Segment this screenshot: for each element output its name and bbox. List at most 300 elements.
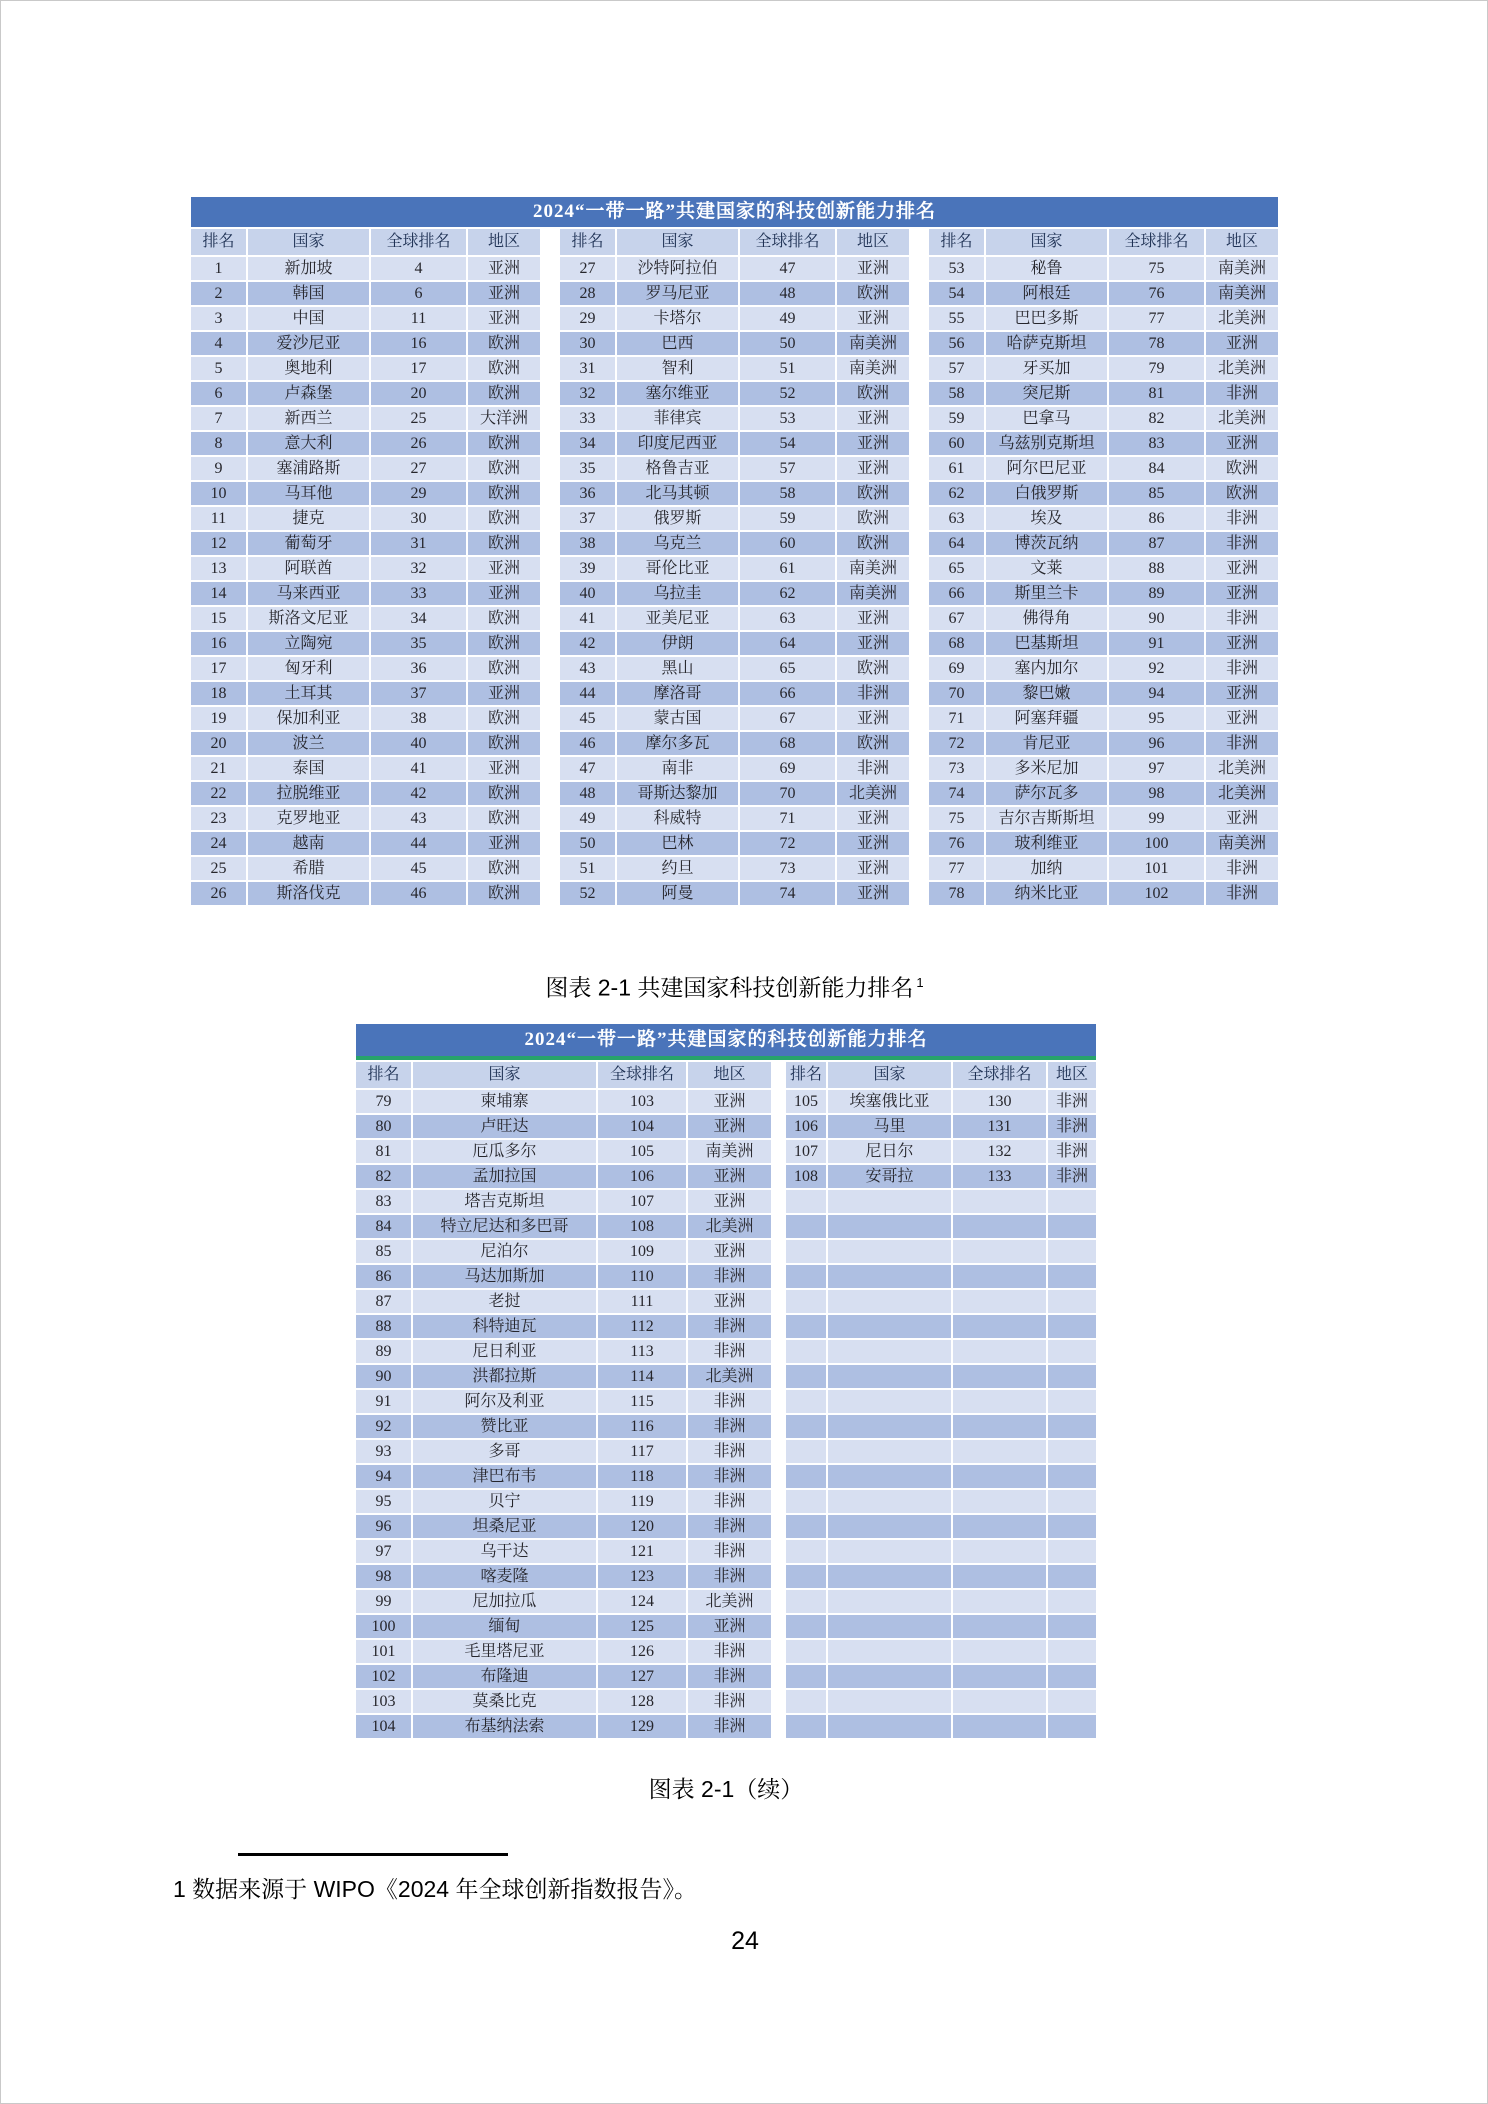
table-cell: 89	[356, 1340, 411, 1363]
table-cell	[953, 1190, 1046, 1213]
table-cell	[786, 1365, 826, 1388]
table-cell: 85	[1109, 482, 1204, 505]
table-cell: 105	[786, 1090, 826, 1113]
table-cell	[1048, 1190, 1096, 1213]
table-cell: 智利	[617, 357, 738, 380]
table-cell: 125	[598, 1615, 686, 1638]
table-cell: 78	[1109, 332, 1204, 355]
table-cell: 121	[598, 1540, 686, 1563]
table-cell: 129	[598, 1715, 686, 1738]
table-cell	[953, 1365, 1046, 1388]
table-cell: 36	[560, 482, 615, 505]
table-cell: 亚洲	[837, 407, 909, 430]
table-cell: 欧洲	[837, 282, 909, 305]
table-cell: 95	[356, 1490, 411, 1513]
table-cell: 68	[740, 732, 835, 755]
table-cell: 54	[929, 282, 984, 305]
ranking-table-1	[191, 197, 1278, 905]
table-cell: 81	[1109, 382, 1204, 405]
table-cell: 105	[598, 1140, 686, 1163]
table-cell: 69	[740, 757, 835, 780]
table-cell: 92	[356, 1415, 411, 1438]
table-cell: 52	[560, 882, 615, 905]
table-cell: 欧洲	[1206, 482, 1278, 505]
table-cell: 103	[598, 1090, 686, 1113]
table-cell: 65	[929, 557, 984, 580]
table-cell: 88	[1109, 557, 1204, 580]
table-cell: 2	[191, 282, 246, 305]
table-cell: 北马其顿	[617, 482, 738, 505]
table-cell: 非洲	[1206, 507, 1278, 530]
table-cell	[953, 1215, 1046, 1238]
table1-caption-text: 图表 2-1 共建国家科技创新能力排名	[545, 974, 914, 1001]
table-cell: 99	[356, 1590, 411, 1613]
footnote-marker: 1	[916, 975, 924, 990]
table-cell: 土耳其	[248, 682, 369, 705]
table-cell: 斯洛伐克	[248, 882, 369, 905]
table-cell: 107	[598, 1190, 686, 1213]
table-cell	[1048, 1340, 1096, 1363]
table-cell	[786, 1265, 826, 1288]
table-cell: 3	[191, 307, 246, 330]
table-cell: 97	[1109, 757, 1204, 780]
table-cell: 亚洲	[688, 1290, 771, 1313]
table-cell	[953, 1315, 1046, 1338]
table-cell: 卢森堡	[248, 382, 369, 405]
table-cell: 斯洛文尼亚	[248, 607, 369, 630]
table-cell: 罗马尼亚	[617, 282, 738, 305]
table-cell: 109	[598, 1240, 686, 1263]
table-cell: 爱沙尼亚	[248, 332, 369, 355]
table-cell: 133	[953, 1165, 1046, 1188]
column-header: 排名	[356, 1062, 411, 1088]
table-cell: 15	[191, 607, 246, 630]
table-cell: 新加坡	[248, 257, 369, 280]
table-cell: 非洲	[837, 757, 909, 780]
column-header: 国家	[986, 229, 1107, 255]
table-cell: 45	[371, 857, 466, 880]
table-cell	[1048, 1465, 1096, 1488]
table-cell: 67	[740, 707, 835, 730]
table-cell: 科特迪瓦	[413, 1315, 596, 1338]
table-cell: 亚洲	[837, 457, 909, 480]
table-cell	[1048, 1615, 1096, 1638]
table-cell: 81	[356, 1140, 411, 1163]
table-cell: 48	[560, 782, 615, 805]
table-cell	[1048, 1665, 1096, 1688]
table-cell: 16	[371, 332, 466, 355]
table-cell: 贝宁	[413, 1490, 596, 1513]
table-cell: 南美洲	[688, 1140, 771, 1163]
table-cell: 亚洲	[837, 807, 909, 830]
table-cell	[786, 1490, 826, 1513]
table-cell	[786, 1690, 826, 1713]
table-cell: 博茨瓦纳	[986, 532, 1107, 555]
table-cell: 亚洲	[837, 707, 909, 730]
table-cell: 101	[356, 1640, 411, 1663]
table-cell: 科威特	[617, 807, 738, 830]
table-cell: 亚洲	[688, 1240, 771, 1263]
table-cell: 约旦	[617, 857, 738, 880]
table-cell: 南美洲	[1206, 257, 1278, 280]
table-cell: 47	[740, 257, 835, 280]
table-cell	[953, 1715, 1046, 1738]
table-cell: 130	[953, 1090, 1046, 1113]
table-cell: 21	[191, 757, 246, 780]
table-cell: 57	[740, 457, 835, 480]
table1-title: 2024“一带一路”共建国家的科技创新能力排名	[191, 197, 1278, 227]
table-cell: 欧洲	[837, 657, 909, 680]
table-cell: 北美洲	[688, 1365, 771, 1388]
table-cell	[828, 1715, 951, 1738]
table-cell: 玻利维亚	[986, 832, 1107, 855]
column-header: 地区	[1206, 229, 1278, 255]
table-cell: 匈牙利	[248, 657, 369, 680]
table-cell: 44	[560, 682, 615, 705]
table-cell: 加纳	[986, 857, 1107, 880]
table-cell: 巴巴多斯	[986, 307, 1107, 330]
table-cell: 非洲	[688, 1515, 771, 1538]
page-number: 24	[731, 1927, 759, 1955]
table-cell	[953, 1265, 1046, 1288]
table-cell: 83	[356, 1190, 411, 1213]
table-cell: 非洲	[688, 1690, 771, 1713]
table2-group-1	[356, 1062, 771, 1738]
table-cell: 62	[929, 482, 984, 505]
table-cell: 欧洲	[468, 457, 540, 480]
table-cell	[828, 1315, 951, 1338]
table-cell: 葡萄牙	[248, 532, 369, 555]
table-cell: 北美洲	[837, 782, 909, 805]
table-cell: 阿尔及利亚	[413, 1390, 596, 1413]
table-cell: 107	[786, 1140, 826, 1163]
table-cell: 59	[740, 507, 835, 530]
table-cell: 牙买加	[986, 357, 1107, 380]
table-cell: 46	[560, 732, 615, 755]
table-cell: 53	[929, 257, 984, 280]
table-cell: 特立尼达和多巴哥	[413, 1215, 596, 1238]
table-cell: 乌干达	[413, 1540, 596, 1563]
table-cell: 47	[560, 757, 615, 780]
table-cell: 51	[560, 857, 615, 880]
table2-groups	[356, 1062, 1096, 1738]
table-cell	[828, 1340, 951, 1363]
table-cell	[828, 1690, 951, 1713]
table-cell: 欧洲	[1206, 457, 1278, 480]
table-cell	[786, 1440, 826, 1463]
table-cell: 亚洲	[688, 1190, 771, 1213]
table-cell: 安哥拉	[828, 1165, 951, 1188]
table-cell: 64	[929, 532, 984, 555]
table-cell: 埃塞俄比亚	[828, 1090, 951, 1113]
table-cell	[786, 1590, 826, 1613]
table-cell: 4	[191, 332, 246, 355]
table1-groups	[191, 229, 1278, 905]
table-cell: 赞比亚	[413, 1415, 596, 1438]
table-cell: 乌兹别克斯坦	[986, 432, 1107, 455]
table-cell: 亚洲	[468, 582, 540, 605]
table-cell: 8	[191, 432, 246, 455]
table-cell: 106	[598, 1165, 686, 1188]
table-cell: 非洲	[1206, 532, 1278, 555]
table-cell: 51	[740, 357, 835, 380]
column-header: 全球排名	[598, 1062, 686, 1088]
table-cell: 104	[598, 1115, 686, 1138]
table-cell: 50	[560, 832, 615, 855]
table-cell: 27	[560, 257, 615, 280]
table-cell: 72	[740, 832, 835, 855]
table-cell: 20	[191, 732, 246, 755]
table-cell: 96	[1109, 732, 1204, 755]
table-cell: 36	[371, 657, 466, 680]
table-cell	[786, 1640, 826, 1663]
table-cell: 南美洲	[1206, 832, 1278, 855]
table-cell: 非洲	[688, 1315, 771, 1338]
table-cell: 蒙古国	[617, 707, 738, 730]
table-cell: 巴基斯坦	[986, 632, 1107, 655]
table-cell: 63	[740, 607, 835, 630]
table-cell: 欧洲	[837, 532, 909, 555]
table-cell: 肯尼亚	[986, 732, 1107, 755]
table-cell: 塞内加尔	[986, 657, 1107, 680]
table-cell	[953, 1590, 1046, 1613]
table-cell	[786, 1240, 826, 1263]
table-cell: 98	[356, 1565, 411, 1588]
table-cell: 34	[371, 607, 466, 630]
table-cell: 非洲	[1206, 607, 1278, 630]
table-cell	[953, 1665, 1046, 1688]
table-cell: 128	[598, 1690, 686, 1713]
table-cell: 93	[356, 1440, 411, 1463]
table-cell: 6	[371, 282, 466, 305]
table-cell: 10	[191, 482, 246, 505]
table-cell: 46	[371, 882, 466, 905]
table-cell: 布基纳法索	[413, 1715, 596, 1738]
column-header: 排名	[786, 1062, 826, 1088]
table-cell: 尼泊尔	[413, 1240, 596, 1263]
table-cell: 120	[598, 1515, 686, 1538]
table-cell: 83	[1109, 432, 1204, 455]
table-cell: 欧洲	[468, 732, 540, 755]
table-cell	[828, 1640, 951, 1663]
table-cell: 96	[356, 1515, 411, 1538]
table-cell: 亚洲	[837, 632, 909, 655]
table-cell	[1048, 1315, 1096, 1338]
table-cell: 欧洲	[468, 532, 540, 555]
table-cell: 北美洲	[688, 1590, 771, 1613]
table-cell: 非洲	[1048, 1115, 1096, 1138]
table-cell: 23	[191, 807, 246, 830]
table-cell: 马里	[828, 1115, 951, 1138]
table-cell: 91	[356, 1390, 411, 1413]
table-cell	[786, 1190, 826, 1213]
table-cell: 75	[929, 807, 984, 830]
table-cell: 欧洲	[468, 332, 540, 355]
table-cell	[1048, 1490, 1096, 1513]
table-cell: 亚洲	[688, 1090, 771, 1113]
table-cell: 喀麦隆	[413, 1565, 596, 1588]
table-cell: 13	[191, 557, 246, 580]
table-cell: 北美洲	[688, 1215, 771, 1238]
table-cell: 61	[929, 457, 984, 480]
table-cell: 102	[1109, 882, 1204, 905]
table-cell: 49	[740, 307, 835, 330]
table-cell: 118	[598, 1465, 686, 1488]
table-cell: 亚洲	[1206, 332, 1278, 355]
table-cell	[953, 1240, 1046, 1263]
table-cell: 白俄罗斯	[986, 482, 1107, 505]
table-cell: 乌拉圭	[617, 582, 738, 605]
column-header: 全球排名	[953, 1062, 1046, 1088]
table-cell: 萨尔瓦多	[986, 782, 1107, 805]
table-cell: 亚洲	[1206, 807, 1278, 830]
table-cell	[828, 1390, 951, 1413]
table-cell: 124	[598, 1590, 686, 1613]
table-cell	[828, 1590, 951, 1613]
table-cell: 85	[356, 1240, 411, 1263]
table-cell: 59	[929, 407, 984, 430]
table-cell: 25	[371, 407, 466, 430]
table-cell: 6	[191, 382, 246, 405]
table-cell: 30	[560, 332, 615, 355]
table-cell: 亚洲	[1206, 557, 1278, 580]
table-cell: 佛得角	[986, 607, 1107, 630]
table-cell: 北美洲	[1206, 782, 1278, 805]
table-cell: 非洲	[688, 1540, 771, 1563]
table-cell: 9	[191, 457, 246, 480]
table2-caption: 图表 2-1（续）	[648, 1776, 804, 1802]
table-cell	[828, 1415, 951, 1438]
table-cell: 南非	[617, 757, 738, 780]
table-cell: 43	[560, 657, 615, 680]
column-header: 国家	[828, 1062, 951, 1088]
table-cell: 48	[740, 282, 835, 305]
column-header: 地区	[468, 229, 540, 255]
table-cell: 54	[740, 432, 835, 455]
table-cell: 欧洲	[468, 607, 540, 630]
table-cell: 波兰	[248, 732, 369, 755]
table-cell: 17	[371, 357, 466, 380]
table-cell: 26	[371, 432, 466, 455]
table-cell: 7	[191, 407, 246, 430]
table-cell: 27	[371, 457, 466, 480]
table2-title: 2024“一带一路”共建国家的科技创新能力排名	[356, 1024, 1096, 1060]
column-header: 全球排名	[371, 229, 466, 255]
table-cell: 60	[740, 532, 835, 555]
table-cell: 76	[1109, 282, 1204, 305]
table-cell: 非洲	[688, 1665, 771, 1688]
table-cell: 亚洲	[688, 1115, 771, 1138]
table-cell: 25	[191, 857, 246, 880]
table-cell: 非洲	[688, 1465, 771, 1488]
table-cell: 98	[1109, 782, 1204, 805]
table-cell: 131	[953, 1115, 1046, 1138]
table-cell: 坦桑尼亚	[413, 1515, 596, 1538]
table-cell: 亚洲	[837, 257, 909, 280]
table-cell: 45	[560, 707, 615, 730]
table-cell	[1048, 1565, 1096, 1588]
table-cell: 101	[1109, 857, 1204, 880]
table-cell	[828, 1290, 951, 1313]
table-cell: 39	[560, 557, 615, 580]
table-cell: 黎巴嫩	[986, 682, 1107, 705]
table-cell: 62	[740, 582, 835, 605]
table-cell: 29	[560, 307, 615, 330]
table-cell: 67	[929, 607, 984, 630]
table-cell: 亚洲	[1206, 632, 1278, 655]
table-cell	[953, 1540, 1046, 1563]
table-cell	[1048, 1240, 1096, 1263]
table1-group-1	[191, 229, 540, 905]
table-cell: 欧洲	[468, 882, 540, 905]
table-cell: 希腊	[248, 857, 369, 880]
table-cell	[1048, 1265, 1096, 1288]
column-header: 排名	[191, 229, 246, 255]
table-cell: 南美洲	[837, 582, 909, 605]
table-cell: 秘鲁	[986, 257, 1107, 280]
table-cell: 哈萨克斯坦	[986, 332, 1107, 355]
table-cell: 阿塞拜疆	[986, 707, 1107, 730]
table-cell	[786, 1390, 826, 1413]
table-cell	[786, 1315, 826, 1338]
table-cell	[953, 1290, 1046, 1313]
table-cell: 28	[560, 282, 615, 305]
table-cell: 90	[356, 1365, 411, 1388]
table-cell: 94	[1109, 682, 1204, 705]
table-cell: 斯里兰卡	[986, 582, 1107, 605]
table-cell	[786, 1515, 826, 1538]
table-cell: 塞浦路斯	[248, 457, 369, 480]
table-cell: 89	[1109, 582, 1204, 605]
table-cell: 33	[371, 582, 466, 605]
table-cell: 102	[356, 1665, 411, 1688]
table-cell: 126	[598, 1640, 686, 1663]
table-cell: 61	[740, 557, 835, 580]
table-cell: 非洲	[688, 1340, 771, 1363]
table-cell: 亚洲	[468, 257, 540, 280]
table-cell	[828, 1540, 951, 1563]
table-cell: 欧洲	[468, 432, 540, 455]
column-header: 排名	[560, 229, 615, 255]
table-cell: 41	[560, 607, 615, 630]
table-cell: 吉尔吉斯斯坦	[986, 807, 1107, 830]
table-cell	[786, 1565, 826, 1588]
column-header: 地区	[1048, 1062, 1096, 1088]
table-cell: 马来西亚	[248, 582, 369, 605]
table-cell: 南美洲	[837, 557, 909, 580]
table-cell: 非洲	[688, 1490, 771, 1513]
table-cell: 泰国	[248, 757, 369, 780]
column-header: 全球排名	[740, 229, 835, 255]
table-cell: 86	[356, 1265, 411, 1288]
table-cell: 印度尼西亚	[617, 432, 738, 455]
table-cell: 86	[1109, 507, 1204, 530]
table-cell: 114	[598, 1365, 686, 1388]
table-cell: 64	[740, 632, 835, 655]
table-cell: 34	[560, 432, 615, 455]
table-cell: 35	[560, 457, 615, 480]
table-cell	[1048, 1515, 1096, 1538]
table-cell: 43	[371, 807, 466, 830]
table-cell: 19	[191, 707, 246, 730]
table-cell: 北美洲	[1206, 757, 1278, 780]
table-cell: 哥斯达黎加	[617, 782, 738, 805]
table-cell: 南美洲	[1206, 282, 1278, 305]
table-cell: 哥伦比亚	[617, 557, 738, 580]
table-cell: 埃及	[986, 507, 1107, 530]
table-cell: 亚洲	[837, 832, 909, 855]
table-cell: 91	[1109, 632, 1204, 655]
